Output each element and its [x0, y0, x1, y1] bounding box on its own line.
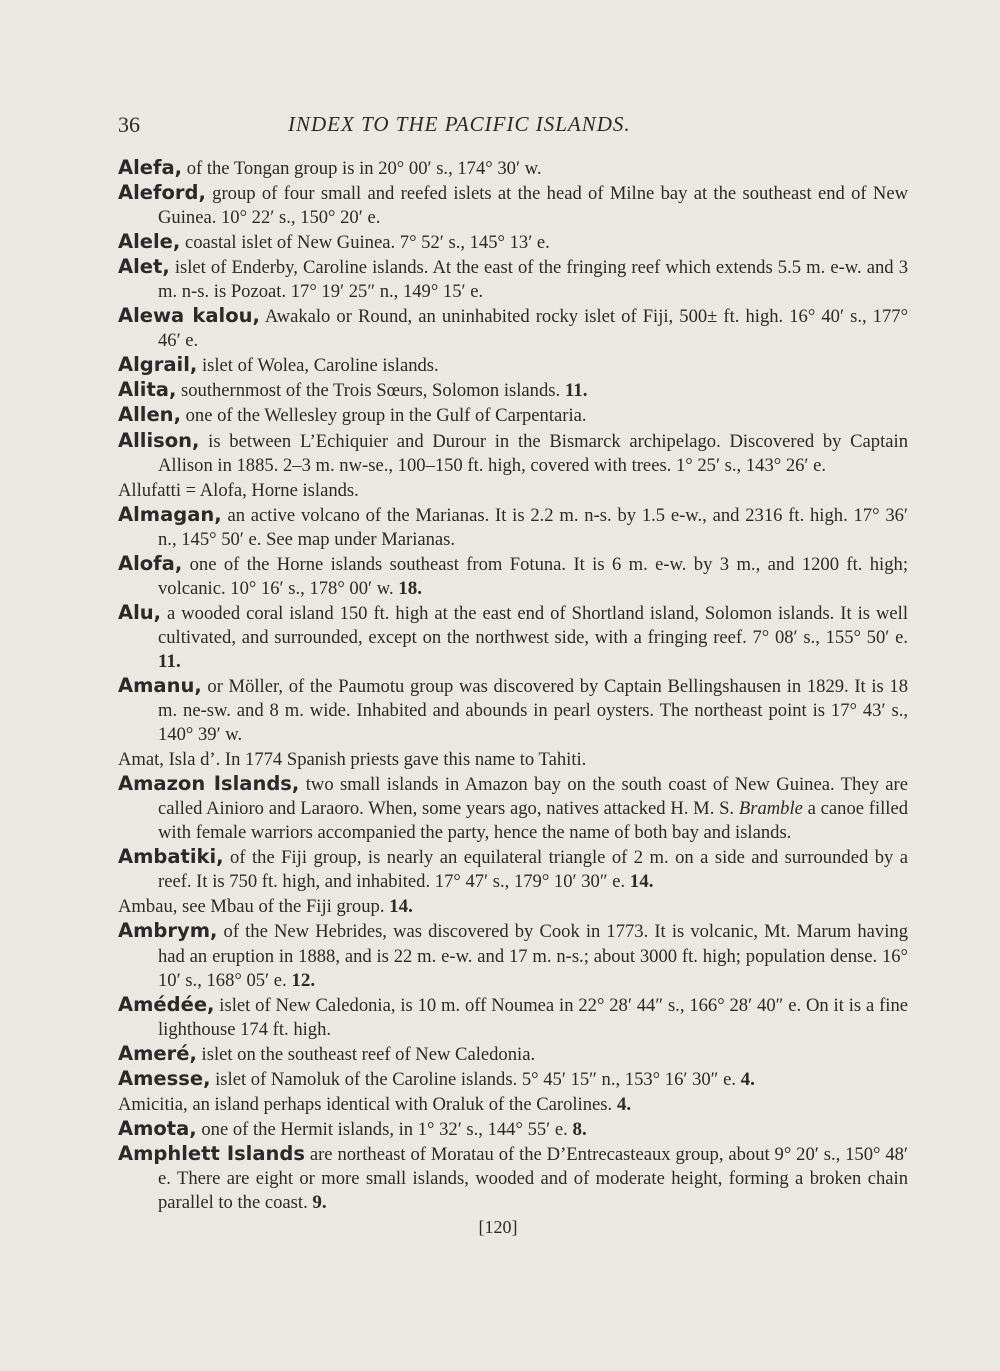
index-entry	[118, 255, 908, 304]
entry-map-ref: 9.	[312, 1191, 327, 1213]
entry-headword: Aleford,	[118, 181, 206, 205]
index-entry	[118, 353, 908, 378]
entry-text: coastal islet of New Guinea. 7° 52′ s., 145° 13′ e.	[180, 232, 550, 254]
entry-text: islet of Namoluk of the Caroline islands. 5° 45′ 15″ n., 153° 16′ 30″ e.	[210, 1068, 741, 1090]
entry-headword: Alewa kalou,	[118, 304, 260, 328]
entry-text: Awakalo or Round, an uninhabited rocky islet of Fiji, 500± ft. high. 16° 40′ s., 177° 46′ e.	[158, 306, 909, 352]
index-entry	[118, 230, 908, 255]
entry-text: an active volcano of the Marianas. It is 2.2 m. n-s. by 1.5 e-w., and 2316 ft. high. 17° 36′ n., 145° 50′ e. See map under Marianas.	[158, 504, 908, 550]
page-number: 36	[118, 112, 140, 137]
entry-headword: Alet,	[118, 255, 170, 279]
index-entry	[118, 1042, 908, 1067]
entry-map-ref: 14.	[629, 871, 654, 893]
entry-map-ref: 18.	[398, 577, 422, 599]
entry-headword: Amphlett Islands	[118, 1141, 305, 1165]
index-entry	[118, 378, 908, 403]
entry-headword: Amazon Islands,	[118, 772, 300, 796]
index-entry	[118, 894, 908, 919]
index-entry	[118, 503, 908, 552]
entry-text: one of the Wellesley group in the Gulf of Carpentaria.	[180, 405, 587, 427]
entry-text: Ambau, see Mbau of the Fiji group.	[118, 896, 390, 918]
index-entry	[118, 674, 908, 747]
entry-map-ref: 12.	[291, 969, 316, 991]
index-entry	[118, 156, 908, 181]
entry-text: Amicitia, an island perhaps identical with Oraluk of the Carolines.	[118, 1093, 617, 1115]
entry-text: a wooded coral island 150 ft. high at the east end of Shortland island, Solomon islands. It is well cultivated, and surrounded, except on the northwest side, with a fringing reef. 7° 08′ s., 155° 50′ e.	[158, 602, 908, 648]
entry-headword: Ameré,	[118, 1041, 197, 1065]
entry-text: of the Tongan group is in 20° 00′ s., 174° 30′ w.	[182, 158, 542, 179]
entry-headword: Alita,	[118, 378, 177, 402]
index-entry	[118, 403, 908, 428]
entry-text: Amat, Isla d’. In 1774 Spanish priests gave this name to Tahiti.	[118, 749, 587, 771]
index-entry	[118, 993, 908, 1042]
entry-headword: Alu,	[118, 600, 162, 624]
entry-map-ref: 8.	[572, 1118, 587, 1140]
entry-headword: Allen,	[118, 403, 181, 427]
index-entry	[118, 304, 908, 353]
entry-map-ref: 11.	[158, 650, 181, 672]
entry-headword: Amota,	[118, 1116, 197, 1140]
entry-text: two small islands in Amazon bay on the south coast of New Guinea. They are called Ainioro and Laraoro. When, some years ago, natives attacked H. M. S.	[158, 774, 909, 820]
entry-text: Allufatti = Alofa, Horne islands.	[118, 479, 359, 501]
index-entry	[118, 552, 908, 601]
entry-headword: Amesse,	[118, 1066, 211, 1090]
entry-headword: Allison,	[118, 428, 200, 452]
index-entry	[118, 181, 908, 230]
running-head: INDEX TO THE PACIFIC ISLANDS.	[288, 112, 631, 136]
entry-text: group of four small and reefed islets at the head of Milne bay at the southeast end of New Guinea. 10° 22′ s., 150° 20′ e.	[158, 183, 908, 229]
index-entry	[118, 1067, 908, 1092]
entry-map-ref: 11.	[564, 380, 588, 402]
entry-text: of the Fiji group, is nearly an equilateral triangle of 2 m. on a side and surrounded by a reef. It is 750 ft. high, and inhabited. 17° 47′ s., 179° 10′ 30″ e.	[158, 847, 908, 893]
index-entry	[118, 1092, 908, 1117]
entry-headword: Ambatiki,	[118, 845, 224, 869]
index-entries	[118, 156, 908, 1215]
page-header	[118, 112, 908, 156]
index-entry	[118, 772, 908, 845]
entry-map-ref: 4.	[740, 1068, 755, 1090]
index-entry	[118, 919, 908, 992]
index-entry	[118, 747, 908, 772]
index-entry	[118, 1142, 908, 1215]
entry-headword: Ambrym,	[118, 919, 218, 943]
entry-text: islet of Enderby, Caroline islands. At the east of the fringing reef which extends 5.5 m. e-w. and 3 m. n-s. is Pozoat. 17° 19′ 25″ n., 149° 15′ e.	[158, 257, 908, 303]
index-entry	[118, 601, 908, 674]
entry-text-continued: a canoe filled with female warriors accompanied the party, hence the name of both bay and islands.	[158, 798, 908, 844]
entry-text: southernmost of the Trois Sœurs, Solomon islands.	[176, 380, 565, 402]
entry-text: of the New Hebrides, was discovered by Cook in 1773. It is volcanic, Mt. Marum having had an eruption in 1888, and is 22 m. e-w. and 17 m. n-s.; about 3000 ft. high; population dense. 16° 10′ s., 168° 05′ e.	[158, 921, 908, 991]
entry-headword: Alofa,	[118, 551, 183, 575]
entry-text: islet of Wolea, Caroline islands.	[197, 355, 439, 377]
entry-text: is between L’Echiquier and Durour in the Bismarck archipelago. Discovered by Captain Allison in 1885. 2–3 m. nw-se., 100–150 ft. high, covered with trees. 1° 25′ s., 143° 26′ e.	[158, 430, 908, 476]
entry-text: one of the Horne islands southeast from Fotuna. It is 6 m. e-w. by 3 m., and 1200 ft. high; volcanic. 10° 16′ s., 178° 00′ w.	[158, 553, 908, 599]
entry-ship-name: Bramble	[738, 798, 803, 820]
entry-text: islet on the southeast reef of New Caledonia.	[196, 1043, 536, 1065]
index-entry	[118, 429, 908, 478]
page-folio: [120]	[478, 1217, 518, 1238]
entry-map-ref: 4.	[616, 1093, 632, 1115]
entry-headword: Amanu,	[118, 673, 202, 697]
index-entry	[118, 845, 908, 894]
entry-text: or Möller, of the Paumotu group was discovered by Captain Bellingshausen in 1829. It is 18 m. ne-sw. and 8 m. wide. Inhabited and abounds in pearl oysters. The northeast point is 17° 43′ s., 140° 39′ w.	[158, 675, 908, 746]
entry-text: one of the Hermit islands, in 1° 32′ s., 144° 55′ e.	[196, 1118, 573, 1140]
entry-headword: Amédée,	[118, 992, 215, 1016]
entry-headword: Alefa,	[118, 156, 183, 179]
index-entry	[118, 478, 908, 503]
index-entry	[118, 1117, 908, 1142]
entry-headword: Alele,	[118, 230, 181, 254]
entry-headword: Algrail,	[118, 353, 198, 377]
entry-text: islet of New Caledonia, is 10 m. off Noumea in 22° 28′ 44″ s., 166° 28′ 40″ e. On it is a fine lighthouse 174 ft. high.	[158, 994, 908, 1040]
entry-headword: Almagan,	[118, 502, 222, 526]
entry-text: are northeast of Moratau of the D’Entrecasteaux group, about 9° 20′ s., 150° 48′ e. There are eight or more small islands, wooded and of moderate height, forming a broken chain parallel to the coast.	[158, 1143, 908, 1213]
entry-map-ref: 14.	[389, 896, 413, 918]
